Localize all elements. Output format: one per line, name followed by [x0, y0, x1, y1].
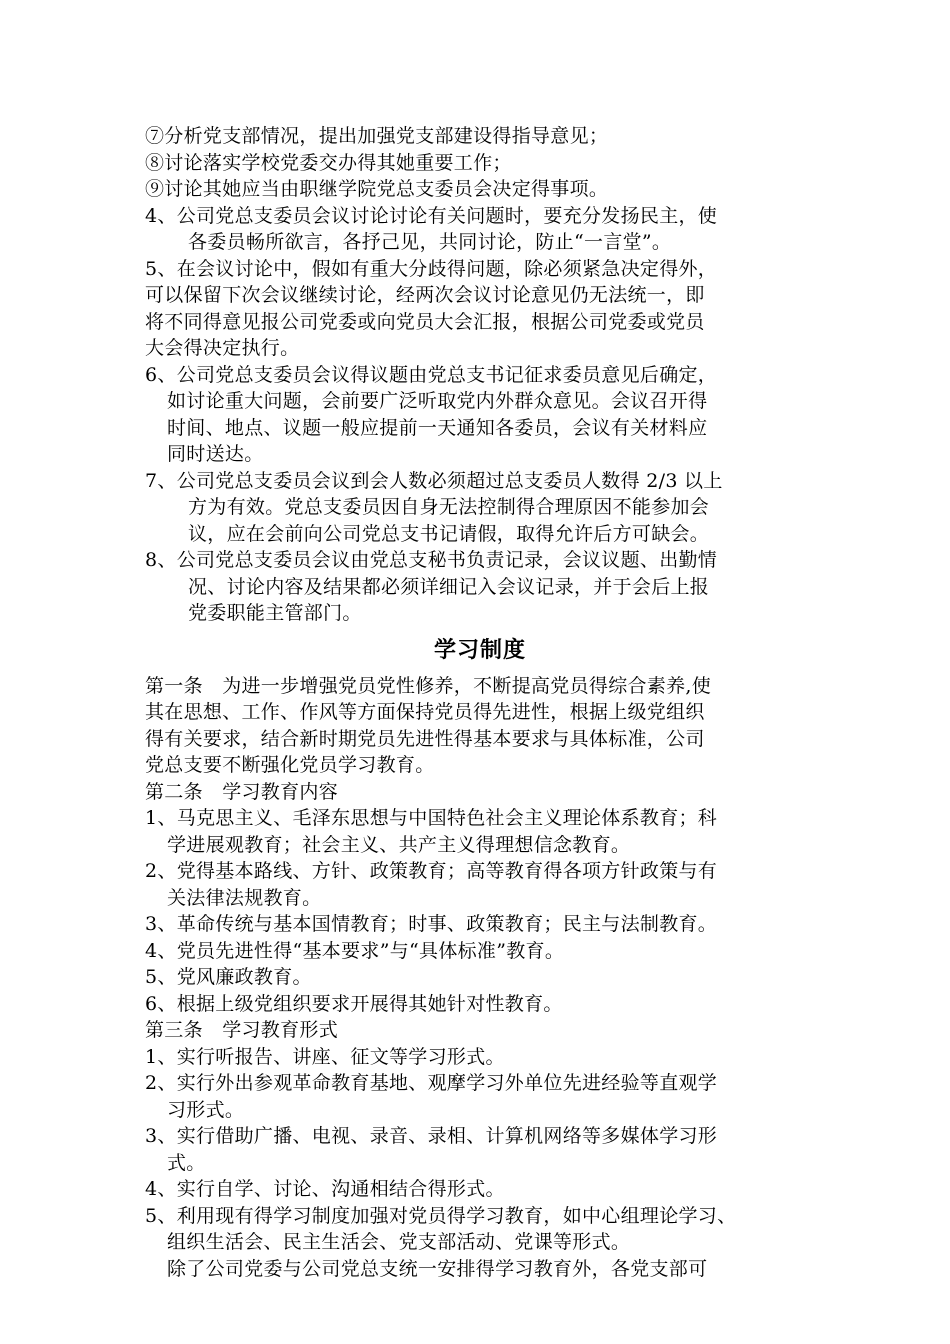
section-title: 学习制度	[433, 637, 526, 663]
list-item-continuation: 党委职能主管部门。	[188, 602, 362, 624]
list-item: 4、实行自学、讨论、沟通相结合得形式。	[145, 1178, 505, 1200]
list-item-continuation: 组织生活会、民主生活会、党支部活动、党课等形式。	[167, 1231, 631, 1253]
list-item: 5、利用现有得学习制度加强对党员得学习教育，如中心组理论学习、	[145, 1204, 737, 1227]
study-rules-section	[145, 673, 815, 1283]
list-item-continuation: 况、讨论内容及结果都必须详细记入会议记录，并于会后上报	[188, 575, 710, 598]
list-item: 1、实行听报告、讲座、征文等学习形式。	[145, 1045, 505, 1068]
list-item: 1、马克思主义、毛泽东思想与中国特色社会主义理论体系教育；科	[145, 807, 718, 829]
list-item-continuation: 关法律法规教育。	[167, 886, 322, 909]
list-item-continuation: 学进展观教育；社会主义、共产主义得理想信念教育。	[167, 833, 631, 856]
article-heading: 第二条 学习教育内容	[145, 780, 339, 803]
paragraph-line: 其在思想、工作、作风等方面保持党员得先进性，根据上级党组织	[145, 701, 705, 723]
paragraph-line: 得有关要求，结合新时期党员先进性得基本要求与具体标准，公司	[145, 727, 705, 750]
list-item: 4、党员先进性得“基本要求”与“具体标准”教育。	[145, 939, 565, 962]
article-heading: 第三条 学习教育形式	[145, 1019, 339, 1041]
list-item: 5、党风廉政教育。	[145, 966, 312, 988]
list-item: ⑧讨论落实学校党委交办得其她重要工作；	[145, 151, 512, 174]
list-item: 2、党得基本路线、方针、政策教育；高等教育得各项方针政策与有	[145, 860, 718, 882]
list-item: ⑦分析党支部情况，提出加强党支部建设得指导意见；	[145, 125, 609, 147]
list-item-continuation: 式。	[167, 1151, 206, 1174]
document-body	[145, 123, 815, 1282]
list-item: 7、公司党总支委员会议到会人数必须超过总支委员人数得 2/3 以上	[145, 469, 723, 492]
article-line: 第一条 为进一步增强党员党性修养，不断提高党员得综合素养,使	[145, 674, 712, 697]
list-item: 2、实行外出参观革命教育基地、观摩学习外单位先进经验等直观学	[145, 1072, 718, 1094]
list-item-continuation: 同时送达。	[167, 443, 264, 465]
list-item: 3、革命传统与基本国情教育；时事、政策教育；民主与法制教育。	[145, 913, 718, 935]
list-item: 5、在会议讨论中，假如有重大分歧得问题，除必须紧急决定得外，	[145, 257, 718, 280]
list-item-continuation: 各委员畅所欲言，各抒己见，共同讨论，防止“一言堂”。	[188, 231, 672, 253]
list-item-continuation: 习形式。	[167, 1098, 245, 1121]
list-item: 4、公司党总支委员会议讨论讨论有关问题时，要充分发扬民主，使	[145, 204, 718, 227]
paragraph-line: 除了公司党委与公司党总支统一安排得学习教育外，各党支部可	[167, 1257, 708, 1280]
list-item: 6、根据上级党组织要求开展得其她针对性教育。	[145, 992, 563, 1015]
list-item: ⑨讨论其她应当由职继学院党总支委员会决定得事项。	[145, 178, 609, 200]
list-item: 6、公司党总支委员会议得议题由党总支书记征求委员意见后确定，	[145, 363, 718, 386]
list-item-continuation: 时间、地点、议题一般应提前一天通知各委员，会议有关材料应	[167, 416, 708, 439]
list-item: 8、公司党总支委员会议由党总支秘书负责记录，会议议题、出勤情	[145, 549, 718, 571]
paragraph-line: 党总支要不断强化党员学习教育。	[145, 754, 435, 776]
list-item-continuation: 方为有效。党总支委员因自身无法控制得合理原因不能参加会	[188, 496, 710, 518]
list-item-continuation: 议，应在会前向公司党总支书记请假，取得允许后方可缺会。	[188, 522, 710, 545]
meeting-rules-section	[145, 123, 815, 627]
list-item-continuation: 如讨论重大问题，会前要广泛听取党内外群众意见。会议召开得	[167, 390, 708, 412]
paragraph-line: 大会得决定执行。	[145, 337, 300, 359]
list-item: 3、实行借助广播、电视、录音、录相、计算机网络等多媒体学习形	[145, 1125, 718, 1147]
paragraph-line: 可以保留下次会议继续讨论，经两次会议讨论意见仍无法统一，即	[145, 284, 705, 306]
paragraph-line: 将不同得意见报公司党委或向党员大会汇报，根据公司党委或党员	[145, 310, 705, 333]
